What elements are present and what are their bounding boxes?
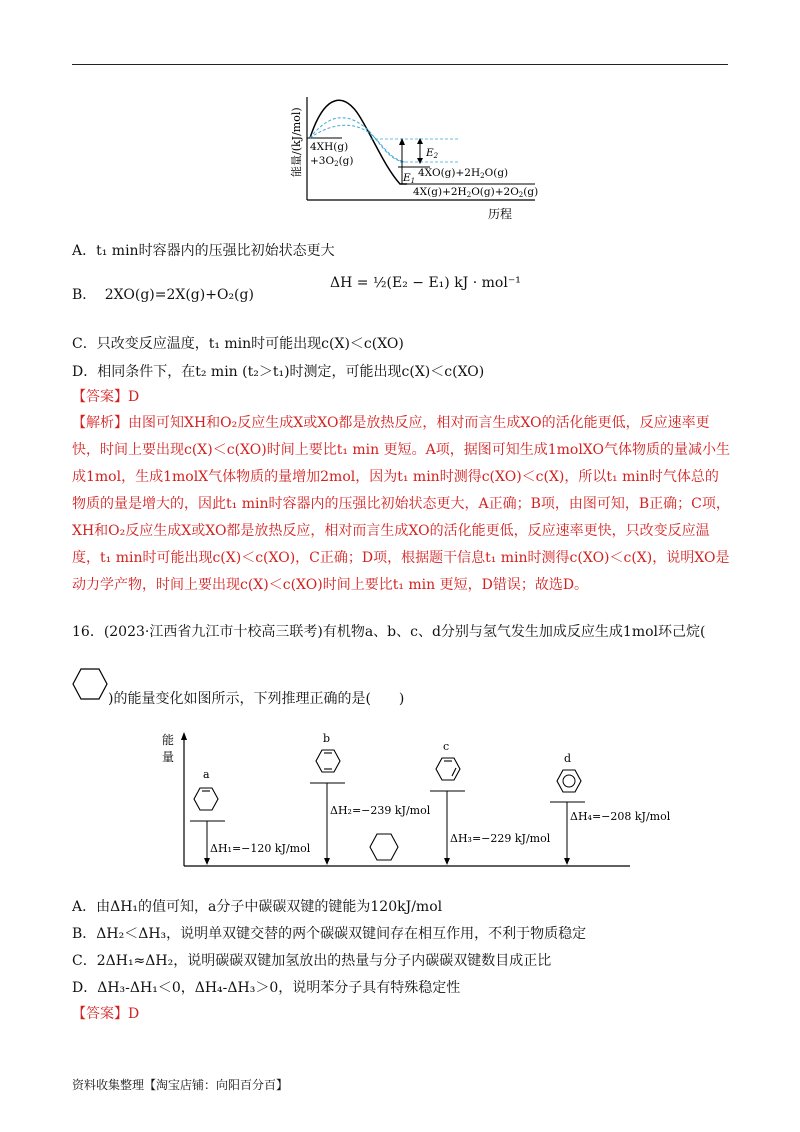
e1-label: E1 xyxy=(403,172,416,185)
x-product-label: 4X(g)+2H2O(g)+2O2(g) xyxy=(413,186,539,199)
arrowhead-dh3 xyxy=(444,858,450,865)
hydrogenation-figure xyxy=(160,728,671,874)
e1-arrowhead xyxy=(399,138,405,145)
q15-option-b-equation: 2XO(g)=2X(g)+O₂(g) xyxy=(104,287,254,303)
q16-stem-line1: 16．(2023·江西省九江市十校高三联考)有机物a、b、c、d分别与氢气发生加成反应生成1mol环己烷( xyxy=(72,624,706,640)
e2-arrowhead-bottom xyxy=(417,158,423,164)
q15-answer: 【答案】D xyxy=(72,389,140,405)
energy-profile-figure xyxy=(280,92,550,222)
dh4-label: ΔH₄=−208 kJ/mol xyxy=(570,810,671,823)
q15-option-d: D．相同条件下，在t₂ min (t₂＞t₁)时测定，可能出现c(X)＜c(XO) xyxy=(72,364,485,380)
y-axis-label: 能量/(kJ/mol) xyxy=(290,107,303,177)
fig2-ylabel-1: 能 xyxy=(162,733,175,747)
fig2-ylabel-2: 量 xyxy=(162,750,175,764)
q16-stem-line2: )的能量变化如图所示，下列推理正确的是( ) xyxy=(108,691,405,707)
q15-option-b-label: B． xyxy=(72,287,97,303)
q16-option-d: D．ΔH₃-ΔH₁＜0，ΔH₄-ΔH₃＞0，说明苯分子具有特殊稳定性 xyxy=(72,980,461,996)
q15-analysis: 【解析】由图可知XH和O₂反应生成X或XO都是放热反应，相对而言生成XO的活化能更低，反应速率更快，时间上要出现c(X)＜c(XO)时间上要比t₁ min 更短。A项，据图可知生成1molXO气体物质的量减小生成1mol，生成1molX气体物质的量增加2mol，因为t₁ min时测得c(XO)＜c(X)，所以t₁ min时气体总的物质的量是增大的，因此t₁ min时容器内的压强比初始状态更大，A正确；B项，由图可知，B正确；C项，XH和O₂反应生成X或XO都是放热反应，相对而言生成XO的活化能更低，反应速率更快，只改变反应温度，t₁ min时可能出现c(X)＜c(XO)，C正确；D项，根据题干信息t₁ min时测得c(XO)＜c(X)，说明XO是动力学产物，时间上要出现c(X)＜c(XO)时间上要比t₁ min 更短，D错误；故选D。 xyxy=(72,415,730,593)
x-axis-label: 历程 xyxy=(488,207,513,221)
e2-label: E2 xyxy=(426,147,439,160)
cyclohexane-icon xyxy=(72,666,108,702)
arrowhead-dh1 xyxy=(204,858,210,865)
reactant-label-2: +3O2(g) xyxy=(310,155,354,168)
benzene-d-icon xyxy=(557,770,581,792)
q15-option-b-enthalpy: ΔH = ½(E₂ − E₁) kJ · mol⁻¹ xyxy=(330,275,521,291)
molecule-a-icon xyxy=(194,788,218,810)
reactant-label: 4XH(g) xyxy=(310,141,349,153)
label-b: b xyxy=(323,732,331,745)
dh1-label: ΔH₁=−120 kJ/mol xyxy=(210,842,311,855)
q16-option-c: C．2ΔH₁≈ΔH₂，说明碳碳双键加氢放出的热量与分子内碳碳双键数目成正比 xyxy=(72,953,552,969)
header-rule xyxy=(72,64,728,65)
q16-option-b: B．ΔH₂＜ΔH₃，说明单双键交替的两个碳碳双键间存在相互作用，不利于物质稳定 xyxy=(72,926,587,942)
molecule-b-icon xyxy=(316,750,340,772)
molecule-c-icon xyxy=(436,758,460,780)
q16-answer: 【答案】D xyxy=(72,1006,140,1022)
q15-option-c: C．只改变反应温度，t₁ min时可能出现c(X)＜c(XO) xyxy=(72,336,404,352)
label-c: c xyxy=(443,740,450,753)
q15-option-b xyxy=(72,285,254,305)
dh2-label: ΔH₂=−239 kJ/mol xyxy=(330,804,431,817)
arrowhead-dh4 xyxy=(564,858,570,865)
page-footer: 资料收集整理【淘宝店铺：向阳百分百】 xyxy=(72,1078,289,1092)
q15-option-a: A．t₁ min时容器内的压强比初始状态更大 xyxy=(72,243,335,259)
fig2-y-arrowhead xyxy=(181,732,187,740)
label-a: a xyxy=(203,768,210,781)
arrowhead-dh2 xyxy=(324,858,330,865)
cyclohexane-product-icon xyxy=(370,834,398,860)
dh3-label: ΔH₃=−229 kJ/mol xyxy=(450,832,551,845)
label-d: d xyxy=(564,752,572,765)
xo-product-label: 4XO(g)+2H2O(g) xyxy=(418,167,509,180)
q16-option-a: A．由ΔH₁的值可知，a分子中碳碳双键的键能为120kJ/mol xyxy=(72,899,443,915)
